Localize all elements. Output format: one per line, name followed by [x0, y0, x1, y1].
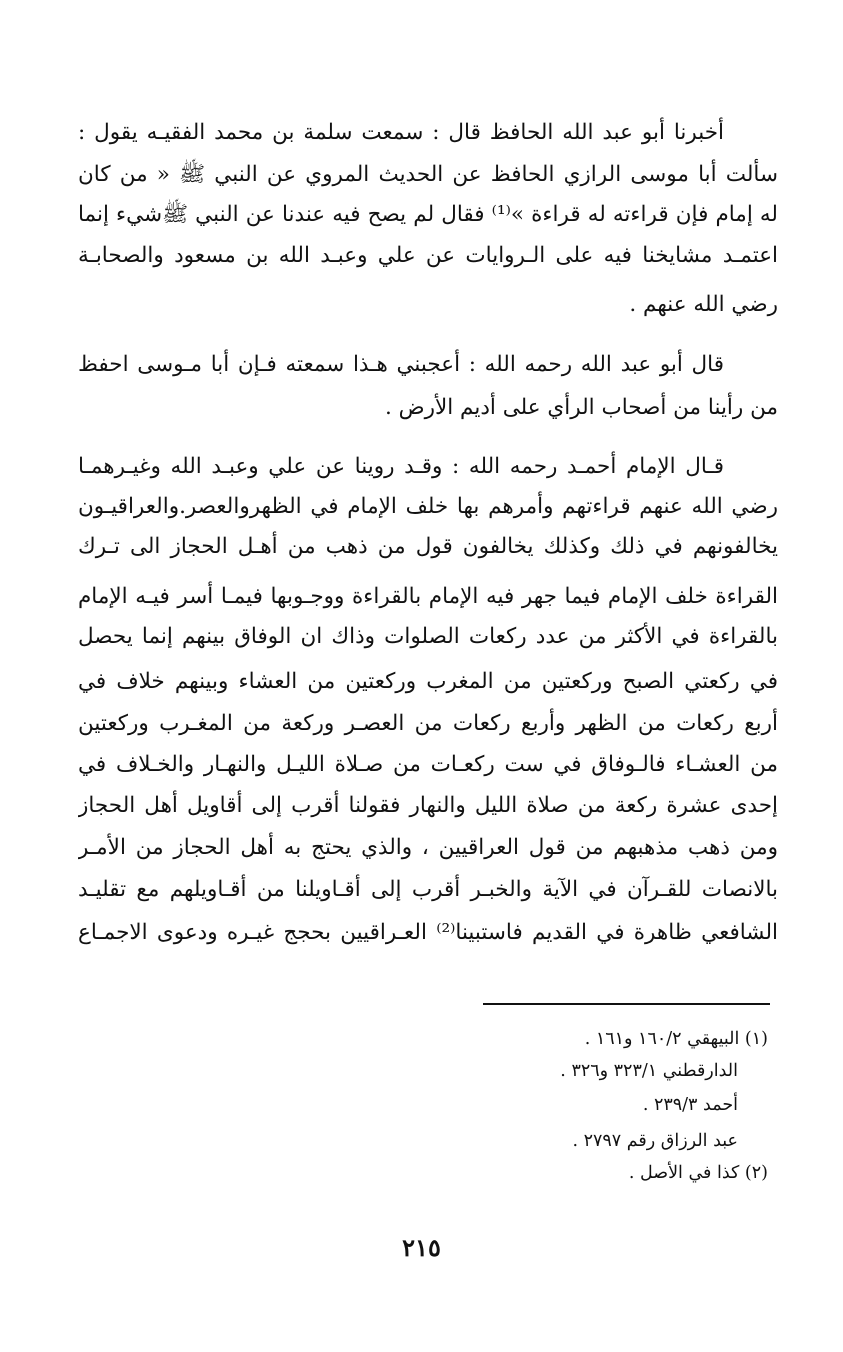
body-text-line: له إمام فإن قراءته له قراءة »⁽¹⁾ فقال لم يصح فيه عندنا عن النبي ﷺشيء إنما: [78, 202, 778, 227]
footnote-line: عبد الرزاق رقم ٢٧٩٧ .: [572, 1131, 738, 1151]
body-text-line: يخالفونهم في ذلك وكذلك يخالفون قول من ذهب من أهـل الحجاز الى تـرك: [78, 534, 778, 559]
body-text-line: رضي الله عنهم .: [629, 292, 778, 317]
footnote-separator: [483, 1003, 770, 1005]
body-text-line: من رأينا من أصحاب الرأي على أديم الأرض .: [384, 395, 778, 420]
body-text-line: قال أبو عبد الله رحمه الله : أعجبني هـذا سمعته فـإن أبا مـوسى احفظ: [78, 352, 724, 377]
body-text-line: إحدى عشرة ركعة من صلاة الليل والنهار فقولنا أقرب إلى أقاويل أهل الحجاز: [78, 793, 778, 818]
body-text-line: بالانصات للقـرآن في الآية والخبـر أقرب إلى أقـاويلنا من أقـاويلهم مع تقليـد: [78, 877, 778, 902]
body-text-line: أخبرنا أبو عبد الله الحافظ قال : سمعت سلمة بن محمد الفقيـه يقول :: [78, 120, 724, 145]
footnote-line: الدارقطني ٣٢٣/١ و٣٢٦ .: [560, 1061, 738, 1081]
body-text-line: من العشـاء فالـوفاق في ست ركعـات من صـلاة الليـل والنهـار والخـلاف في: [78, 752, 778, 777]
body-text-line: قـال الإمام أحمـد رحمه الله : وقـد روينا عن علي وعبـد الله وغيـرهمـا: [78, 454, 724, 479]
footnote-line: أحمد ٢٣٩/٣ .: [642, 1095, 738, 1115]
body-text-line: اعتمـد مشايخنا فيه على الـروايات عن علي وعبـد الله بن مسعود والصحابـة: [78, 243, 778, 268]
body-text-line: الشافعي ظاهرة في القديم فاستبينا⁽²⁾ العـراقيين بحجج غيـره ودعوى الاجمـاع: [78, 920, 778, 945]
body-text-line: سألت أبا موسى الرازي الحافظ عن الحديث المروي عن النبي ﷺ « من كان: [78, 162, 778, 187]
body-text-line: ومن ذهب مذهبهم من قول العراقيين ، والذي يحتج به أهل الحجاز من الأمـر: [78, 835, 778, 860]
body-text-line: أربع ركعات من الظهر وأربع ركعات من العصـر وركعة من المغـرب وركعتين: [78, 711, 778, 736]
body-text-line: رضي الله عنهم قراءتهم وأمرهم بها خلف الإمام في الظهروالعصر.والعراقيـون: [78, 494, 778, 519]
footnote-line: (١) البيهقي ١٦٠/٢ و١٦١ .: [584, 1029, 768, 1049]
page-number: ٢١٥: [402, 1233, 441, 1262]
footnote-line: (٢) كذا في الأصل .: [628, 1163, 768, 1183]
body-text-line: في ركعتي الصبح وركعتين من المغرب وركعتين من العشاء وبينهم خلاف في: [78, 669, 778, 694]
body-text-line: القراءة خلف الإمام فيما جهر فيه الإمام بالقراءة ووجـوبها فيمـا أسر فيـه الإمام: [78, 584, 778, 609]
body-text-line: بالقراءة في الأكثر من عدد ركعات الصلوات وذاك ان الوفاق بينهم إنما يحصل: [78, 624, 778, 649]
